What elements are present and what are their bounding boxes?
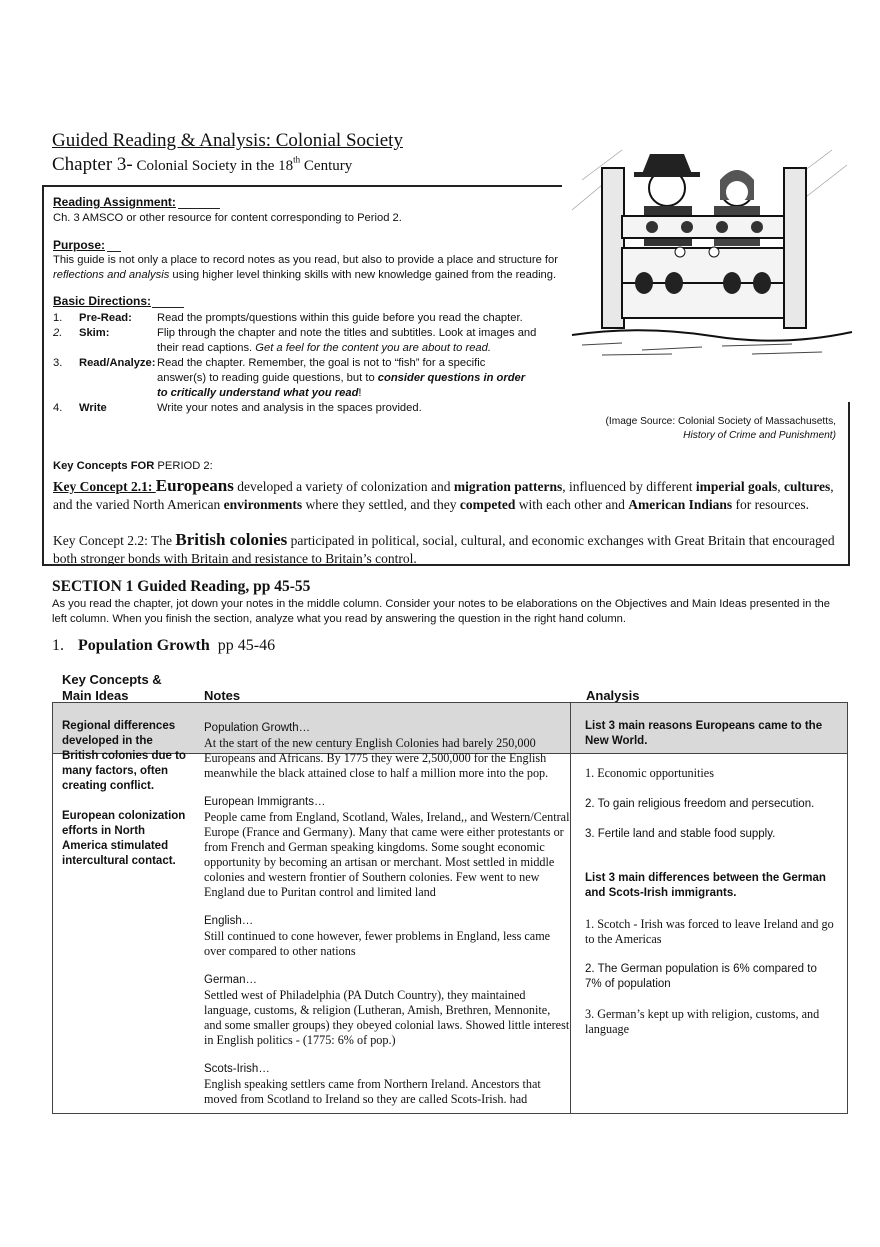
main-idea: Regional differences developed in the British colonies due to many factors, often creating conflict. xyxy=(62,720,186,792)
page-title: Guided Reading & Analysis: Colonial Society xyxy=(52,130,403,151)
main-idea: European colonization efforts in North America stimulated intercultural contact. xyxy=(62,810,186,867)
label-underline xyxy=(107,251,121,252)
kc21-text: for resources. xyxy=(732,497,809,512)
kc22-big: British colonies xyxy=(175,530,288,549)
kc21-text: , and the varied North American xyxy=(53,479,834,512)
kc21-bold: American Indians xyxy=(628,497,733,512)
kc21-bold: cultures xyxy=(783,479,831,494)
section-title: SECTION 1 Guided Reading, pp 45-55 xyxy=(52,578,311,595)
main-ideas-column xyxy=(62,719,188,869)
direction-em: Get a feel for the content you are about to read. xyxy=(252,342,491,354)
label-underline xyxy=(152,307,184,308)
kc21-text: , xyxy=(777,479,784,494)
purpose-rest: using higher level thinking skills with new knowledge gained from the reading. xyxy=(169,269,557,281)
kc21-bold: competed xyxy=(459,497,516,512)
note-block xyxy=(204,721,570,781)
purpose-text xyxy=(53,253,563,283)
pillory-illustration xyxy=(562,140,856,402)
analysis-answer: 3. Fertile land and stable food supply. xyxy=(585,828,776,840)
direction-text xyxy=(157,326,549,356)
kc21-europeans: Europeans xyxy=(155,476,234,495)
direction-tail: ! xyxy=(358,387,362,399)
note-body: People came from England, Scotland, Wales, Ireland,, and Western/Central Europe (France and Germany). Many that came were either protestants or from French and German speaking kingdoms. Some sought economic opportunity by becoming an artisan or merchant. Most settled in middle colonies and western frontier of Southern colonies. Few went to new England due to Puritan control and limited land xyxy=(204,810,570,899)
purpose-label: Purpose: xyxy=(53,238,106,252)
pillory-drawing xyxy=(562,140,856,402)
note-heading: European Immigrants… xyxy=(204,796,326,808)
direction-em: consider questions in order to critically understand what you read xyxy=(157,372,526,399)
analysis-answer: 2. To gain religious freedom and persecution. xyxy=(585,798,815,810)
col-key-concepts xyxy=(62,672,162,704)
direction-num: 2. xyxy=(53,327,63,339)
analysis-column[interactable] xyxy=(585,719,835,1037)
direction-item xyxy=(53,311,553,326)
note-body: Still continued to cone however, fewer problems in England, less came over compared to other nations xyxy=(204,929,551,958)
direction-key: Write xyxy=(79,402,107,414)
directions-label: Basic Directions: xyxy=(53,294,152,308)
key-concept-2-1 xyxy=(53,477,838,514)
kc22-lead: Key Concept 2.2: The xyxy=(53,533,176,548)
kc21-bold: imperial goals xyxy=(695,479,778,494)
column-divider xyxy=(570,703,571,1113)
caption-line2: History of Crime and Punishment) xyxy=(683,430,836,441)
note-heading: English… xyxy=(204,915,254,927)
direction-plain: Read the chapter. Remember, the goal is not to “fish” for a specific answer(s) to reading guide questions, but to xyxy=(157,357,486,384)
key-concept-2-2 xyxy=(53,531,838,568)
note-body: English speaking settlers came from Northern Ireland. Ancestors that moved from Scotland to Ireland so they are called Scots-Irish. had xyxy=(204,1077,541,1106)
topic-title: Population Growth xyxy=(78,637,210,654)
direction-text: Read the prompts/questions within this guide before you read the chapter. xyxy=(157,312,523,324)
topic-pages: pp 45-46 xyxy=(217,637,276,654)
note-block xyxy=(204,795,570,900)
direction-key: Skim: xyxy=(79,327,110,339)
chapter-text: Colonial Society in the 18 xyxy=(132,158,294,174)
analysis-answer: 2. The German population is 6% compared to 7% of population xyxy=(585,963,817,990)
kc21-bold: migration patterns xyxy=(453,479,563,494)
kc-label-bold: Key Concepts FOR xyxy=(53,460,155,472)
kc21-text: , influenced by different xyxy=(562,479,696,494)
col-key-line1: Key Concepts & xyxy=(62,672,162,687)
direction-num: 1. xyxy=(53,312,63,324)
label-underline xyxy=(178,208,220,209)
notes-table xyxy=(52,702,848,1114)
analysis-answer: 3. German’s kept up with religion, customs, and language xyxy=(585,1007,820,1036)
chapter-sup: th xyxy=(293,154,301,165)
key-concepts-label xyxy=(53,460,213,472)
col-key-line2: Main Ideas xyxy=(62,688,129,703)
chapter-title xyxy=(52,154,352,176)
analysis-answer: 1. Economic opportunities xyxy=(585,766,714,780)
kc21-bold: environments xyxy=(223,497,303,512)
reading-assignment-label: Reading Assignment: xyxy=(53,195,176,209)
caption-line1: (Image Source: Colonial Society of Massachusetts, xyxy=(605,416,836,427)
col-analysis: Analysis xyxy=(586,688,640,703)
col-notes: Notes xyxy=(204,688,241,703)
image-caption xyxy=(606,415,836,443)
direction-key: Read/Analyze: xyxy=(79,357,156,369)
note-body: At the start of the new century English Colonies had barely 250,000 Europeans and Africans. By 1775 they were 2,500,000 for the English meanwhile the black attained close to half a million more into the pop. xyxy=(204,736,549,780)
direction-text: Write your notes and analysis in the spaces provided. xyxy=(157,402,422,414)
analysis-answer: 1. Scotch - Irish was forced to leave Ireland and go to the Americas xyxy=(585,917,834,946)
note-block xyxy=(204,973,570,1048)
kc21-lead: Key Concept 2.1: xyxy=(53,479,156,494)
chapter-lead: Chapter 3- xyxy=(52,154,133,175)
direction-key: Pre-Read: xyxy=(79,312,132,324)
direction-item xyxy=(53,401,553,416)
direction-num: 4. xyxy=(53,402,63,414)
kc-label-rest: PERIOD 2: xyxy=(154,460,213,472)
note-body: Settled west of Philadelphia (PA Dutch Country), they maintained language, customs, & religion (Lutheran, Amish, Brethren, Mennonite, and some smaller groups) they obeyed colonial laws. Showed little interest in English politics - (1775: 6% of pop.) xyxy=(204,988,570,1047)
topic-num: 1. xyxy=(52,637,64,654)
kc21-text: developed a variety of colonization and xyxy=(233,479,454,494)
chapter-tail: Century xyxy=(300,158,353,174)
purpose-em: reflections and analysis xyxy=(53,269,170,281)
direction-num: 3. xyxy=(53,357,63,369)
note-heading: Scots-Irish… xyxy=(204,1063,270,1075)
analysis-question-2: List 3 main differences between the German and Scots-Irish immigrants. xyxy=(585,872,826,899)
note-heading: German… xyxy=(204,974,258,986)
topic-heading xyxy=(52,637,275,655)
note-heading: Population Growth… xyxy=(204,722,311,734)
direction-item xyxy=(53,326,553,356)
purpose-line2 xyxy=(53,268,563,283)
note-block xyxy=(204,914,570,959)
direction-plain: Flip through the chapter and note the titles and subtitles. Look at images and their read captions. xyxy=(157,327,537,354)
kc22-rest: participated in political, social, cultural, and economic exchanges with Great Britain that encouraged both stronger bonds with Britain and resistance to Britain’s control. xyxy=(53,533,835,566)
note-block xyxy=(204,1062,570,1107)
direction-item xyxy=(53,356,553,401)
analysis-question-1: List 3 main reasons Europeans came to the New World. xyxy=(585,720,823,747)
kc21-text: where they settled, and they xyxy=(302,497,460,512)
notes-column[interactable] xyxy=(204,721,570,1113)
direction-text xyxy=(157,356,537,401)
kc21-text: with each other and xyxy=(515,497,629,512)
section-instructions: As you read the chapter, jot down your notes in the middle column. Consider your notes to be elaborations on the Objectives and Main Ideas presented in the left column. When you finish the section, analyze what you read by answering the question in the right hand column. xyxy=(52,598,831,625)
purpose-line1: This guide is not only a place to record notes as you read, but also to provide a place and structure for xyxy=(53,254,558,266)
reading-assignment-text: Ch. 3 AMSCO or other resource for content corresponding to Period 2. xyxy=(53,212,402,224)
